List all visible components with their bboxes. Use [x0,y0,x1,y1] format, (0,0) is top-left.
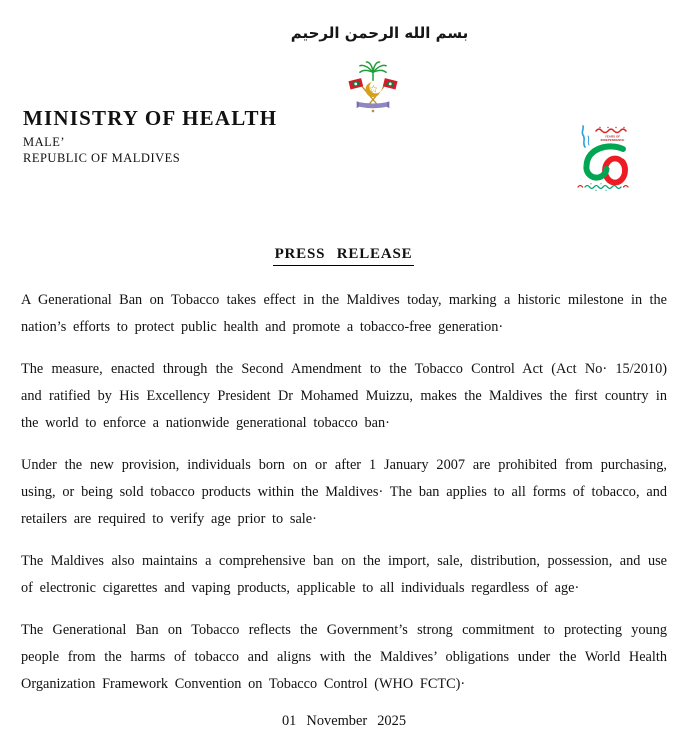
release-date: 01 November 2025 [281,713,407,729]
anniversary-caption-line1: YEARS OF [604,134,621,139]
press-release-title: PRESS RELEASE [273,246,415,266]
letterhead [23,106,277,165]
base-finial [372,110,375,113]
bismillah-calligraphy: بسم الله الرحمن الرحيم [290,24,469,42]
scroll-end-right [387,101,389,108]
maldives-flag-right-icon [383,78,398,89]
paragraph-4: The Maldives also maintains a comprehensive ban on the import, sale, distribution, possession, and use of electronic cigarettes and vaping products, applicable to all individuals regardless of age· [21,553,667,596]
60th-anniversary-logo [575,124,633,194]
press-release-body [21,287,667,730]
thaana-script-top-dots [599,127,624,128]
palm-tree-icon [360,62,386,80]
paragraph-3: Under the new provision, individuals born on or after 1 January 2007 are prohibited from purchasing, using, or being sold tobacco products within the Maldives· The ban applies to all forms of tobacco, and retailers are required to verify age prior to sale· [21,457,667,527]
title-row [0,245,687,266]
thaana-script-left-icon [582,126,589,147]
scroll-end-left [357,101,359,108]
scroll-icon [359,102,387,108]
ministry-name: MINISTRY OF HEALTH [23,106,278,130]
letterhead-city: MALE’ [23,135,66,149]
paragraph-5: The Generational Ban on Tobacco reflects the Government’s strong commitment to protecting young people from the harms of tobacco and aligns with the Maldives’ obligations under the World Health Organization Framework Convention on Tobacco Control (WHO FCTC)· [21,622,667,692]
maldives-national-emblem [345,60,401,120]
thaana-script-bottom-icon [578,186,628,189]
maldives-flag-left-icon [348,78,363,89]
letterhead-country: REPUBLIC OF MALDIVES [23,150,181,165]
paragraph-1: A Generational Ban on Tobacco takes effect in the Maldives today, marking a historic milestone in the nation’s efforts to protect public health and promote a tobacco-free generation· [21,292,667,335]
thaana-script-top-icon [596,129,626,132]
paragraph-2: The measure, enacted through the Second Amendment to the Tobacco Control Act (Act No· 15/2010) and ratified by His Excellency President Dr Mohamed Muizzu, makes the Maldives the first country in the world to enforce a nationwide generational tobacco ban· [21,361,667,431]
anniversary-caption-line2: INDEPENDENCE [600,138,625,142]
